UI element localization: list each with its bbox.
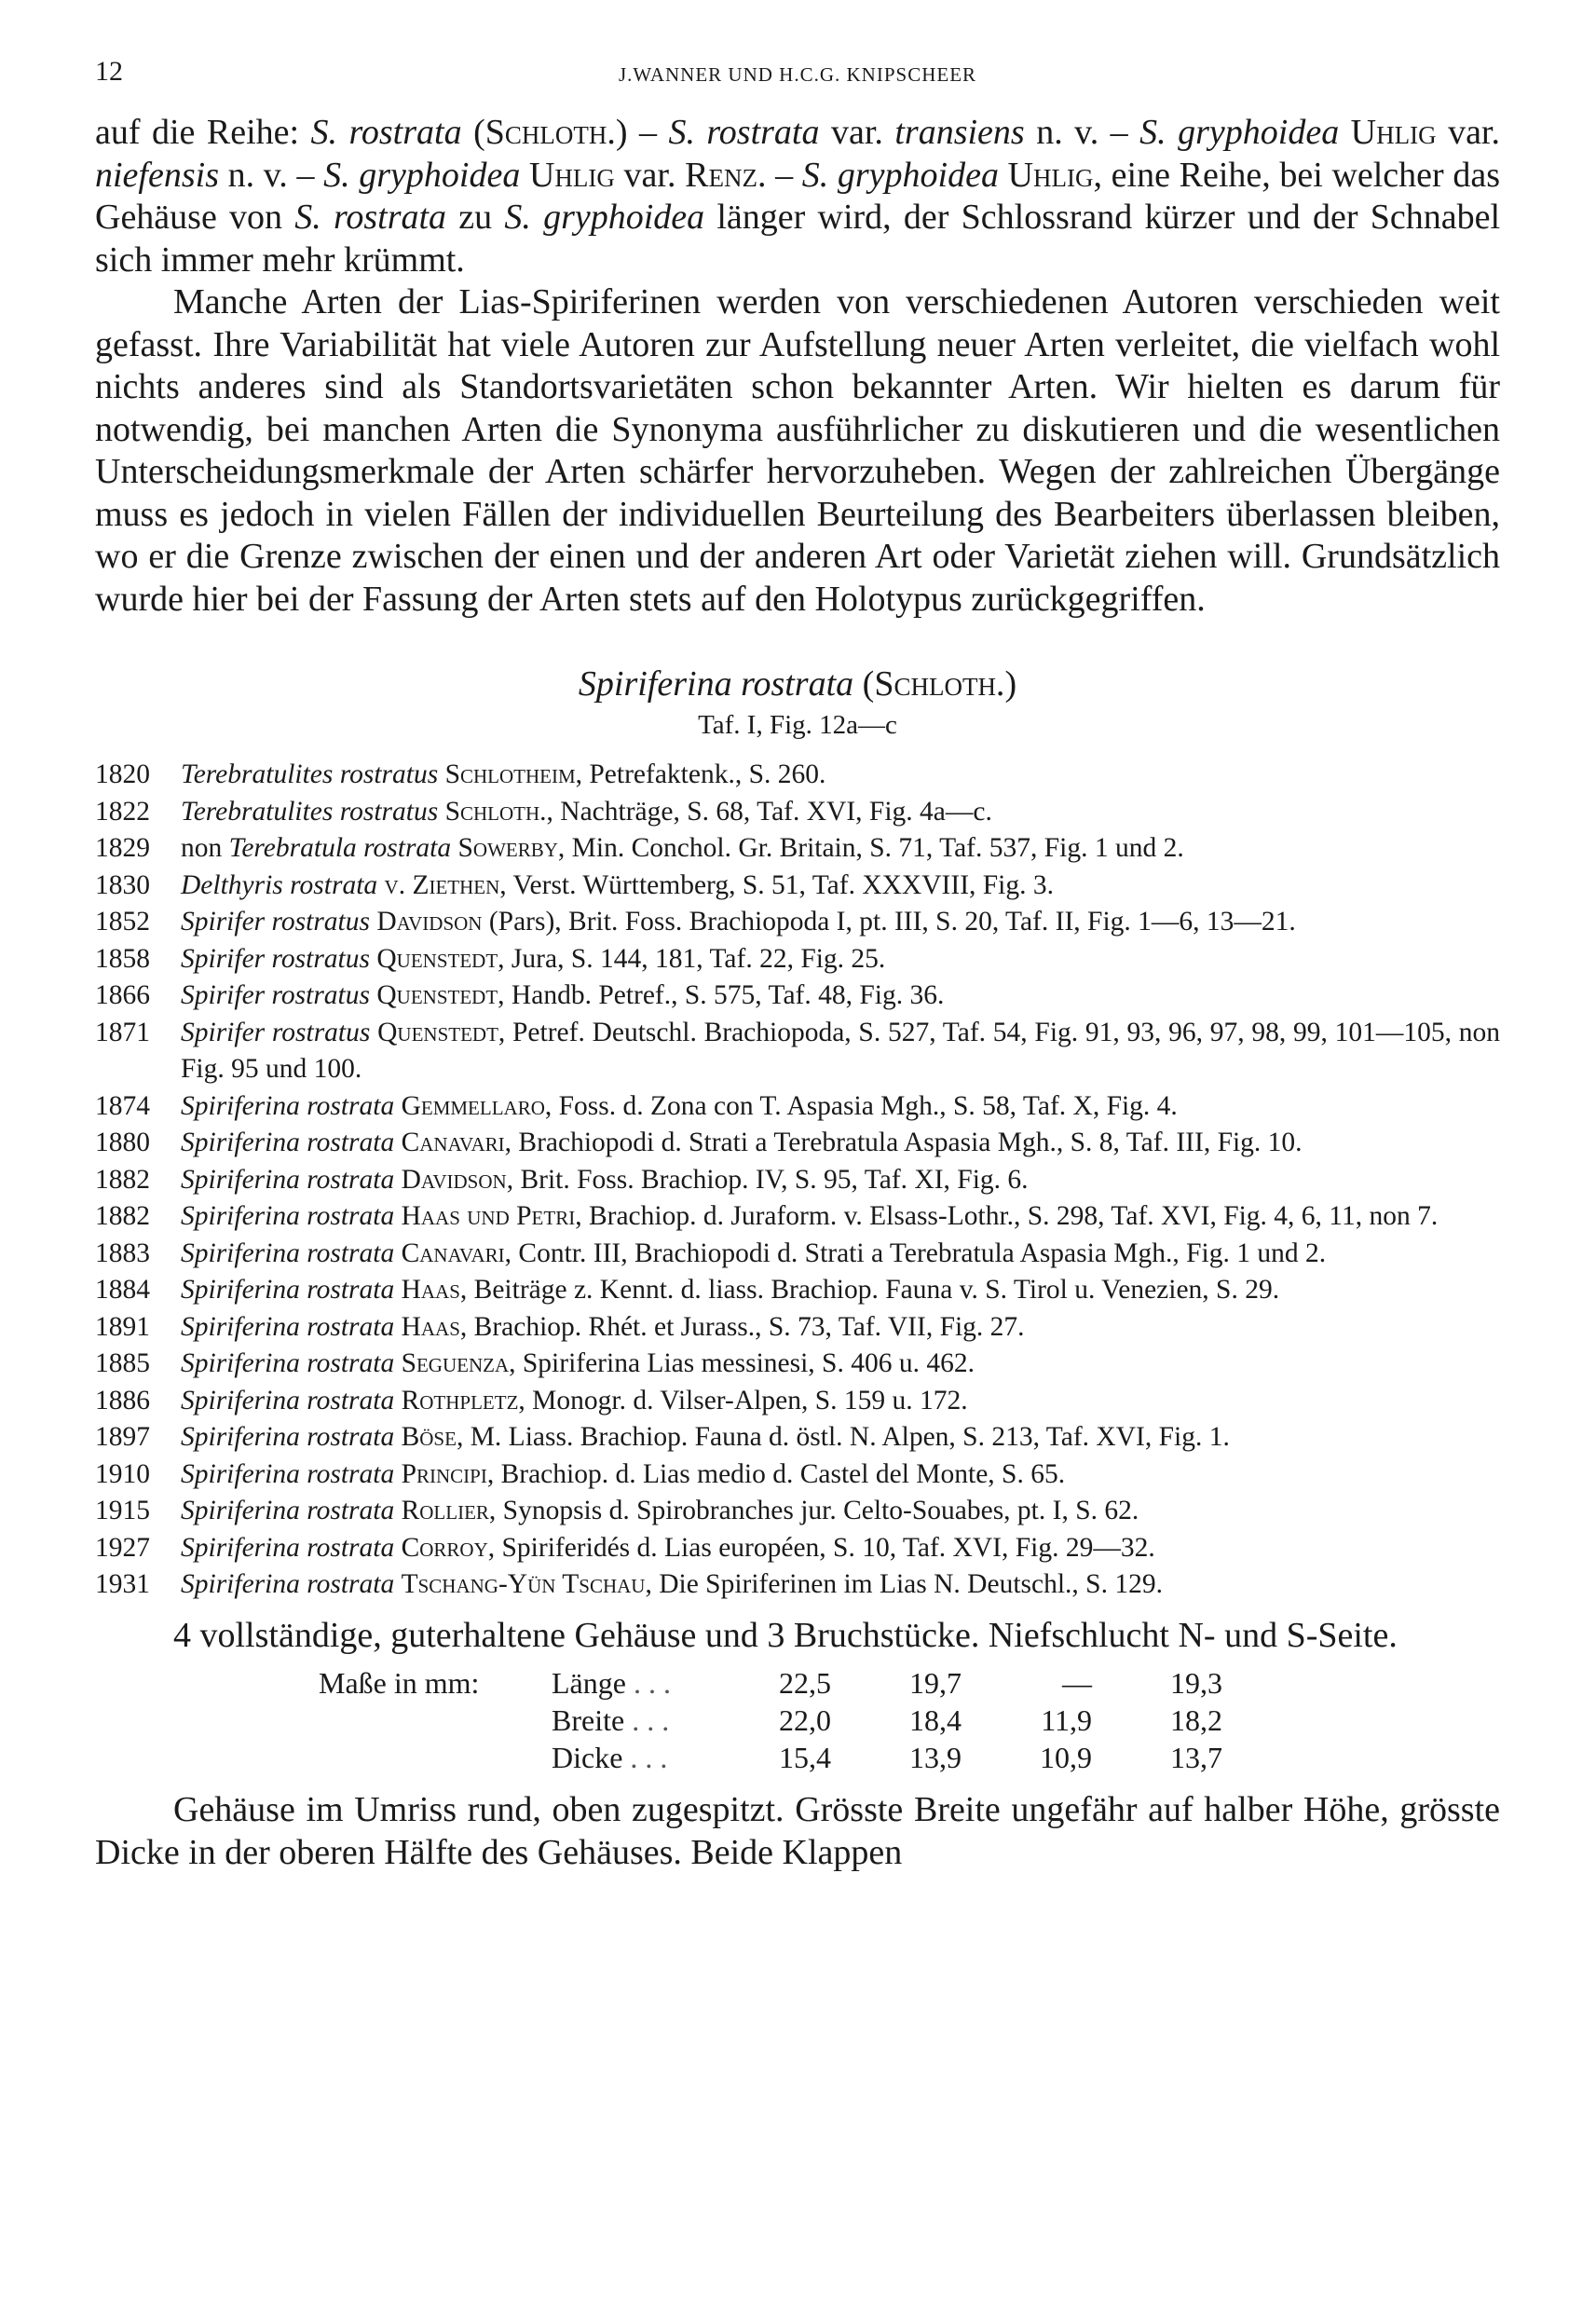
synonymy-citation bbox=[181, 794, 1500, 831]
plate-reference: Taf. I, Fig. 12a—c bbox=[698, 710, 897, 740]
synonymy-reference: , Brit. Foss. Brachiop. IV, S. 95, Taf. XI, Fig. 6. bbox=[506, 1164, 1029, 1195]
synonymy-citation bbox=[181, 1566, 1500, 1604]
synonymy-entry bbox=[95, 794, 1500, 831]
synonymy-author: Davidson bbox=[376, 907, 483, 937]
measurement-value: 19,7 bbox=[909, 1666, 962, 1700]
synonymy-entry bbox=[95, 1493, 1500, 1530]
synonymy-taxon: Terebratulites rostratus bbox=[181, 759, 439, 789]
synonymy-author: Quenstedt bbox=[376, 980, 498, 1010]
measurement-value: 22,0 bbox=[779, 1703, 831, 1737]
synonymy-taxon: Spiriferina rostrata bbox=[181, 1385, 395, 1415]
leader-dots: . . . bbox=[622, 1741, 668, 1774]
species-name: Spiriferina rostrata bbox=[578, 664, 854, 704]
synonymy-citation bbox=[181, 1272, 1500, 1309]
text-run: . – bbox=[757, 155, 802, 195]
author-name: Schloth. bbox=[484, 113, 616, 152]
synonymy-citation bbox=[181, 1125, 1500, 1162]
synonymy-entry bbox=[95, 1272, 1500, 1309]
synonymy-entry bbox=[95, 1125, 1500, 1162]
synonymy-reference: , Jura, S. 144, 181, Taf. 22, Fig. 25. bbox=[498, 943, 886, 974]
species-heading bbox=[95, 662, 1500, 706]
text-run: var. bbox=[1436, 113, 1500, 152]
measurement-row bbox=[319, 1664, 1222, 1702]
synonymy-taxon: Spiriferina rostrata bbox=[181, 1275, 395, 1305]
synonymy-citation bbox=[181, 978, 1500, 1015]
synonymy-entry bbox=[95, 1162, 1500, 1199]
measurement-parameter bbox=[552, 1664, 701, 1702]
intro-paragraph-1 bbox=[95, 112, 1500, 281]
synonymy-year: 1830 bbox=[95, 869, 150, 900]
description-paragraph: Gehäuse im Umriss rund, oben zugespitzt. Grösste Breite ungefähr auf halber Höhe, grösste Dicke in der oberen Hälfte des Gehäuses. Beide Klappen bbox=[95, 1790, 1500, 1872]
synonymy-year: 1885 bbox=[95, 1348, 150, 1378]
measurement-value: — bbox=[1062, 1666, 1092, 1700]
text-run: , eine Reihe, bei welcher das Gehäuse von bbox=[95, 155, 1500, 237]
synonymy-year: 1927 bbox=[95, 1532, 150, 1563]
species-author-open: ( bbox=[862, 664, 875, 704]
synonymy-citation bbox=[181, 1162, 1500, 1199]
taxon-name: S. gryphoidea bbox=[504, 198, 705, 237]
parameter-name: Länge bbox=[552, 1666, 626, 1700]
synonymy-author: Rollier bbox=[401, 1496, 489, 1525]
synonymy-year: 1871 bbox=[95, 1017, 150, 1047]
synonymy-year: 1910 bbox=[95, 1458, 150, 1489]
synonymy-citation bbox=[181, 1198, 1500, 1236]
synonymy-taxon: Spiriferina rostrata bbox=[181, 1496, 395, 1525]
synonymy-taxon: Terebratula rostrata bbox=[228, 833, 452, 863]
synonymy-taxon: Spiriferina rostrata bbox=[181, 1201, 395, 1231]
measurement-value: 18,2 bbox=[1170, 1703, 1222, 1737]
synonymy-taxon: Spiriferina rostrata bbox=[181, 1128, 395, 1157]
measurement-row bbox=[319, 1739, 1222, 1776]
synonymy-taxon: Spiriferina rostrata bbox=[181, 1348, 395, 1378]
synonymy-citation bbox=[181, 1419, 1500, 1456]
synonymy-reference: , Beiträge z. Kennt. d. liass. Brachiop. Fauna v. S. Tirol u. Venezien, S. 29. bbox=[459, 1275, 1280, 1305]
synonymy-taxon: Spiriferina rostrata bbox=[181, 1311, 395, 1342]
synonymy-taxon: Spiriferina rostrata bbox=[181, 1422, 395, 1452]
synonymy-reference: , Foss. d. Zona con T. Aspasia Mgh., S. 58, Taf. X, Fig. 4. bbox=[544, 1090, 1178, 1121]
synonymy-entry bbox=[95, 1419, 1500, 1456]
text-run: n. v. – bbox=[218, 155, 324, 195]
measurement-value: 13,7 bbox=[1170, 1741, 1222, 1774]
synonymy-list bbox=[95, 757, 1500, 1604]
measurement-value: 22,5 bbox=[779, 1666, 831, 1700]
leader-dots: . . . bbox=[624, 1703, 670, 1737]
synonymy-reference: , Verst. Württemberg, S. 51, Taf. XXXVIII, Fig. 3. bbox=[499, 869, 1054, 900]
text-run: ( bbox=[461, 113, 485, 152]
measurement-value: 15,4 bbox=[779, 1741, 831, 1774]
synonymy-author: Seguenza bbox=[401, 1348, 510, 1378]
page bbox=[95, 56, 1500, 1874]
measurement-value: 18,4 bbox=[909, 1703, 962, 1737]
synonymy-year: 1822 bbox=[95, 796, 150, 827]
synonymy-reference: , Min. Conchol. Gr. Britain, S. 71, Taf. 537, Fig. 1 und 2. bbox=[557, 833, 1184, 863]
taxon-name: S. rostrata bbox=[294, 198, 447, 237]
synonymy-author: Quenstedt bbox=[377, 1017, 498, 1047]
synonymy-author: Haas bbox=[401, 1275, 460, 1305]
page-header bbox=[95, 56, 1500, 112]
parameter-name: Breite bbox=[552, 1703, 625, 1737]
synonymy-author: Böse bbox=[401, 1422, 457, 1452]
synonymy-year: 1882 bbox=[95, 1164, 150, 1195]
synonymy-citation bbox=[181, 830, 1500, 868]
synonymy-reference: , Nachträge, S. 68, Taf. XVI, Fig. 4a—c. bbox=[546, 796, 992, 827]
synonymy-reference: , Handb. Petref., S. 575, Taf. 48, Fig. 36. bbox=[498, 980, 945, 1010]
synonymy-taxon: Terebratulites rostratus bbox=[181, 796, 439, 827]
synonymy-taxon: Delthyris rostrata bbox=[181, 869, 378, 900]
synonymy-reference: , Synopsis d. Spirobranches jur. Celto-Souabes, pt. I, S. 62. bbox=[488, 1496, 1139, 1525]
taxon-name: S. gryphoidea bbox=[1139, 113, 1340, 152]
synonymy-entry bbox=[95, 1198, 1500, 1236]
measurement-label bbox=[319, 1702, 552, 1739]
measurement-value: 13,9 bbox=[909, 1741, 962, 1774]
text-run: var. bbox=[819, 113, 895, 152]
synonymy-year: 1891 bbox=[95, 1311, 150, 1342]
synonymy-year: 1874 bbox=[95, 1090, 150, 1121]
synonymy-author: Haas und Petri bbox=[401, 1201, 576, 1231]
text-run: ) – bbox=[615, 113, 669, 152]
synonymy-entry bbox=[95, 1088, 1500, 1126]
measurement-value: 19,3 bbox=[1170, 1666, 1222, 1700]
text-run bbox=[999, 156, 1008, 195]
synonymy-entry bbox=[95, 757, 1500, 794]
synonymy-reference: , Brachiop. d. Juraform. v. Elsass-Lothr., S. 298, Taf. XVI, Fig. 4, 6, 11, non 7. bbox=[575, 1201, 1439, 1231]
author-name: Renz bbox=[685, 155, 757, 195]
synonymy-citation bbox=[181, 1309, 1500, 1347]
text-run: n. v. – bbox=[1024, 113, 1140, 152]
synonymy-taxon: Spirifer rostratus bbox=[181, 943, 370, 974]
synonymy-reference: , M. Liass. Brachiop. Fauna d. östl. N. Alpen, S. 213, Taf. XVI, Fig. 1. bbox=[456, 1422, 1230, 1452]
synonymy-year: 1882 bbox=[95, 1201, 150, 1231]
synonymy-citation bbox=[181, 1015, 1500, 1088]
synonymy-entry bbox=[95, 904, 1500, 941]
synonymy-entry bbox=[95, 978, 1500, 1015]
synonymy-year: 1883 bbox=[95, 1238, 150, 1268]
synonymy-taxon: Spiriferina rostrata bbox=[181, 1090, 395, 1121]
taxon-name: S. gryphoidea bbox=[801, 155, 999, 195]
measurement-value: 10,9 bbox=[1040, 1741, 1092, 1774]
intro-paragraph-2: Manche Arten der Lias-Spiriferinen werden von verschiedenen Autoren verschieden weit gefasst. Ihre Variabilität hat viele Autoren zur Aufstellung neuer Arten verleitet, die vielfach wohl nichts anderes sind als Standortsvarietäten schon bekannter Arten. Wir hielten es darum für notwendig, bei manchen Arten die Synonyma ausführlicher zu diskutieren und die wesentlichen Unterscheidungsmerkmale der Arten schärfer hervorzuheben. Wegen der zahlreichen Übergänge muss es jedoch in vielen Fällen der individuellen Beurteilung des Bearbeiters überlassen bleiben, wo er die Grenze zwischen der einen und der anderen Art oder Varietät ziehen will. Grundsätzlich wurde hier bei der Fassung der Arten stets auf den Holotypus zurückgegriffen. bbox=[95, 282, 1500, 619]
synonymy-author: Rothpletz bbox=[401, 1385, 519, 1415]
synonymy-author: Corroy bbox=[401, 1532, 488, 1563]
synonymy-author: Tschang-Yün Tschau bbox=[401, 1569, 646, 1599]
synonymy-citation bbox=[181, 1346, 1500, 1383]
synonymy-author: Quenstedt bbox=[376, 943, 498, 974]
synonymy-citation bbox=[181, 1088, 1500, 1126]
synonymy-author: v. Ziethen bbox=[384, 869, 500, 900]
page-number: 12 bbox=[95, 56, 123, 87]
synonymy-taxon: Spirifer rostratus bbox=[181, 907, 370, 937]
running-title: J.WANNER UND H.C.G. KNIPSCHEER bbox=[618, 63, 977, 86]
synonymy-taxon: Spirifer rostratus bbox=[181, 980, 370, 1010]
synonymy-author: Haas bbox=[401, 1311, 460, 1342]
synonymy-year: 1852 bbox=[95, 907, 150, 937]
taxon-name: S. rostrata bbox=[310, 113, 462, 152]
text-run: var. bbox=[614, 155, 686, 195]
synonymy-author: Gemmellaro bbox=[401, 1090, 545, 1121]
measurement-row bbox=[319, 1702, 1222, 1739]
synonymy-year: 1884 bbox=[95, 1275, 150, 1305]
synonymy-citation bbox=[181, 1456, 1500, 1494]
synonymy-citation bbox=[181, 1236, 1500, 1273]
author-name: Uhlig bbox=[528, 155, 615, 195]
synonymy-entry bbox=[95, 1015, 1500, 1088]
description-text bbox=[95, 1789, 1500, 1874]
synonymy-year: 1829 bbox=[95, 833, 150, 863]
synonymy-reference: , Contr. III, Brachiopodi d. Strati a Terebratula Aspasia Mgh., Fig. 1 und 2. bbox=[504, 1238, 1327, 1268]
taxon-name: transiens bbox=[894, 113, 1025, 152]
synonymy-entry bbox=[95, 1309, 1500, 1347]
synonymy-author: Principi bbox=[401, 1458, 487, 1489]
synonymy-entry bbox=[95, 830, 1500, 868]
measurement-parameter bbox=[552, 1739, 701, 1776]
synonymy-reference: , Spiriferina Lias messinesi, S. 406 u. 462. bbox=[509, 1348, 975, 1378]
measurement-label bbox=[319, 1739, 552, 1776]
taxon-name: S. rostrata bbox=[668, 113, 820, 152]
author-name: Uhlig bbox=[1007, 155, 1094, 195]
synonymy-entry bbox=[95, 1456, 1500, 1494]
synonymy-year: 1820 bbox=[95, 759, 150, 789]
synonymy-taxon: Spirifer rostratus bbox=[181, 1017, 371, 1047]
parameter-name: Dicke bbox=[552, 1741, 623, 1774]
text-run bbox=[1339, 113, 1350, 152]
author-name: Uhlig bbox=[1350, 113, 1437, 152]
material-note bbox=[95, 1615, 1500, 1658]
measurement-parameter bbox=[552, 1702, 701, 1739]
synonymy-citation bbox=[181, 757, 1500, 794]
species-author-close: ) bbox=[1004, 664, 1017, 704]
synonymy-citation bbox=[181, 1383, 1500, 1420]
material-text: 4 vollständige, guterhaltene Gehäuse und 3 Bruchstücke. Niefschlucht N- und S-Seite. bbox=[173, 1615, 1398, 1655]
synonymy-reference: , Die Spiriferinen im Lias N. Deutschl., S. 129. bbox=[645, 1569, 1163, 1599]
synonymy-reference: , Brachiop. Rhét. et Jurass., S. 73, Taf. VII, Fig. 27. bbox=[459, 1311, 1025, 1342]
synonymy-year: 1858 bbox=[95, 943, 150, 974]
synonymy-reference: , Brachiopodi d. Strati a Terebratula Aspasia Mgh., S. 8, Taf. III, Fig. 10. bbox=[504, 1128, 1303, 1157]
synonymy-taxon: Spiriferina rostrata bbox=[181, 1164, 395, 1195]
measurement-label: Maße in mm: bbox=[319, 1666, 480, 1700]
synonymy-citation bbox=[181, 1493, 1500, 1530]
species-author: Schloth. bbox=[874, 664, 1005, 704]
leader-dots: . . . bbox=[625, 1666, 671, 1700]
synonymy-citation bbox=[181, 941, 1500, 978]
synonymy-taxon: Spiriferina rostrata bbox=[181, 1569, 395, 1599]
synonymy-year: 1886 bbox=[95, 1385, 150, 1415]
synonymy-author: Davidson bbox=[401, 1164, 507, 1195]
synonymy-entry bbox=[95, 1346, 1500, 1383]
taxon-name: S. gryphoidea bbox=[323, 155, 521, 195]
synonymy-citation bbox=[181, 1530, 1500, 1567]
text-run: zu bbox=[446, 198, 505, 237]
synonymy-author: Schloth. bbox=[444, 796, 547, 827]
synonymy-prefix: non bbox=[181, 833, 229, 863]
synonymy-year: 1915 bbox=[95, 1496, 150, 1525]
synonymy-entry bbox=[95, 1530, 1500, 1567]
synonymy-author: Schlotheim bbox=[444, 759, 576, 789]
synonymy-author: Sowerby bbox=[457, 833, 558, 863]
synonymy-entry bbox=[95, 941, 1500, 978]
text-run: auf die Reihe: bbox=[95, 113, 311, 152]
synonymy-citation bbox=[181, 868, 1500, 905]
synonymy-reference: , Petref. Deutschl. Brachiopoda, S. 527, Taf. 54, Fig. 91, 93, 96, 97, 98, 99, 101—105, non Fig. 95 und 100. bbox=[181, 1017, 1500, 1084]
synonymy-entry bbox=[95, 1236, 1500, 1273]
synonymy-entry bbox=[95, 868, 1500, 905]
text-run: länger wird, der Schlossrand kürzer und der Schnabel sich immer mehr krümmt. bbox=[95, 198, 1500, 280]
synonymy-entry bbox=[95, 1566, 1500, 1604]
taxon-name: niefensis bbox=[95, 155, 219, 195]
synonymy-author: Canavari bbox=[401, 1128, 505, 1157]
synonymy-year: 1897 bbox=[95, 1422, 150, 1452]
synonymy-taxon: Spiriferina rostrata bbox=[181, 1532, 395, 1563]
synonymy-reference: , Monogr. d. Vilser-Alpen, S. 159 u. 172. bbox=[518, 1385, 968, 1415]
synonymy-year: 1866 bbox=[95, 980, 150, 1010]
synonymy-taxon: Spiriferina rostrata bbox=[181, 1238, 395, 1268]
synonymy-reference: , Petrefaktenk., S. 260. bbox=[575, 759, 826, 789]
intro-text bbox=[95, 112, 1500, 621]
synonymy-reference: , Spiriferidés d. Lias européen, S. 10, Taf. XVI, Fig. 29—32. bbox=[487, 1532, 1155, 1563]
synonymy-entry bbox=[95, 1383, 1500, 1420]
synonymy-taxon: Spiriferina rostrata bbox=[181, 1458, 395, 1489]
synonymy-citation bbox=[181, 904, 1500, 941]
measurements-table bbox=[319, 1664, 1500, 1776]
synonymy-reference: (Pars), Brit. Foss. Brachiopoda I, pt. III, S. 20, Taf. II, Fig. 1—6, 13—21. bbox=[482, 907, 1296, 937]
measurement-value: 11,9 bbox=[1041, 1703, 1092, 1737]
synonymy-year: 1931 bbox=[95, 1569, 150, 1599]
synonymy-year: 1880 bbox=[95, 1128, 150, 1157]
synonymy-reference: , Brachiop. d. Lias medio d. Castel del Monte, S. 65. bbox=[486, 1458, 1066, 1489]
text-run bbox=[520, 156, 529, 195]
synonymy-author: Canavari bbox=[401, 1238, 505, 1268]
